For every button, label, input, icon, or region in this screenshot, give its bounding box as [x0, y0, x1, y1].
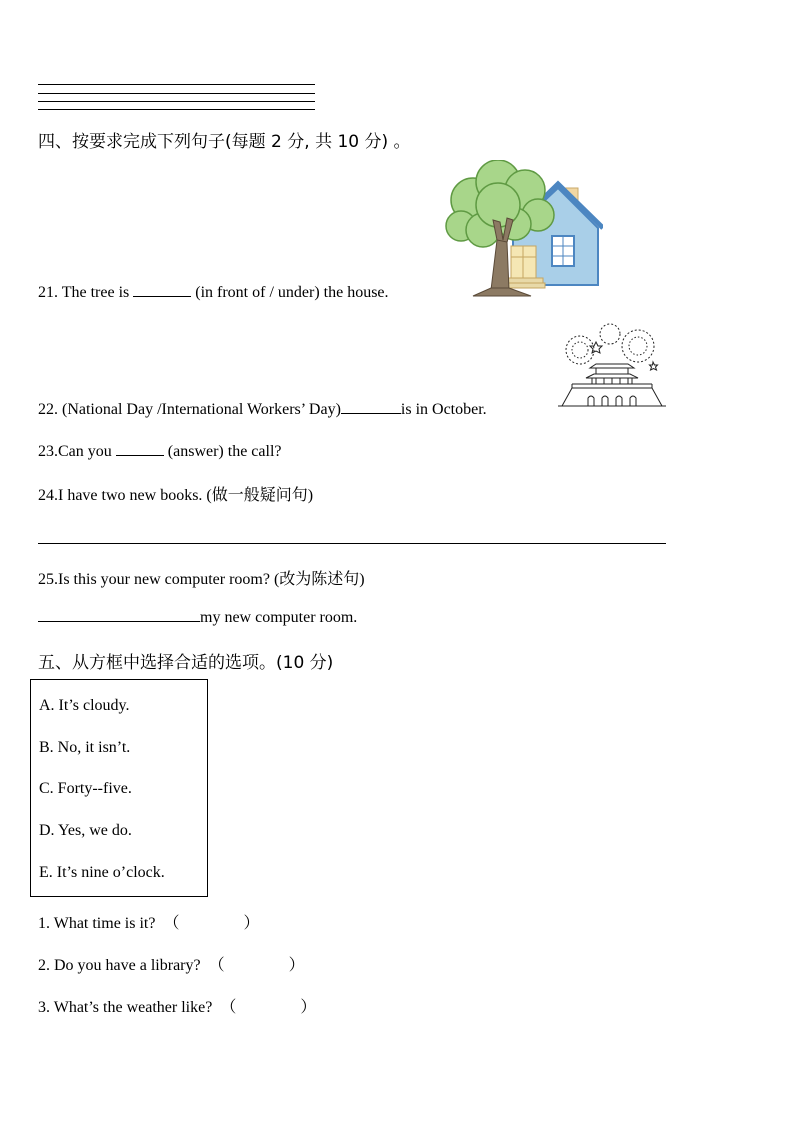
matching-question-3: 3. What’s the weather like? （ ）	[38, 999, 317, 1016]
question-number: 24	[38, 487, 54, 504]
option-d: D. Yes, we do.	[39, 822, 132, 839]
answer-blank[interactable]	[38, 607, 200, 622]
question-25-answer: my new computer room.	[38, 607, 357, 627]
answer-line[interactable]	[38, 543, 666, 544]
question-22: 22. (National Day /International Workers’ Day) is in October.	[38, 401, 487, 418]
writing-line	[38, 109, 315, 110]
answer-paren[interactable]: （ ）	[163, 915, 260, 932]
options-box	[30, 679, 208, 897]
section-4-heading: 四、按要求完成下列句子(每题 2 分, 共 10 分) 。	[38, 132, 411, 152]
section-5-heading: 五、从方框中选择合适的选项。(10 分)	[38, 653, 334, 673]
writing-line	[38, 93, 315, 94]
answer-blank[interactable]	[133, 282, 191, 297]
answer-paren[interactable]: （ ）	[220, 999, 317, 1016]
question-21: 21. The tree is (in front of / under) the house.	[38, 284, 389, 301]
matching-question-1: 1. What time is it? （ ）	[38, 915, 260, 932]
house-tree-image	[443, 160, 603, 300]
tiananmen-fireworks-image	[558, 322, 666, 410]
matching-question-2: 2. Do you have a library? （ ）	[38, 957, 305, 974]
question-number: 21	[38, 284, 54, 301]
option-b: B. No, it isn’t.	[39, 739, 131, 756]
answer-blank[interactable]	[341, 399, 401, 414]
option-a: A. It’s cloudy.	[39, 697, 130, 714]
option-e: E. It’s nine o’clock.	[39, 864, 165, 881]
question-23: 23.Can you (answer) the call?	[38, 443, 282, 460]
answer-paren[interactable]: （ ）	[208, 957, 305, 974]
question-25: 25.Is this your new computer room? (改为陈述句)	[38, 571, 365, 588]
writing-line	[38, 84, 315, 85]
question-number: 25	[38, 571, 54, 588]
writing-line	[38, 101, 315, 102]
question-24: 24.I have two new books. (做一般疑问句)	[38, 487, 314, 504]
question-number: 22	[38, 401, 54, 418]
question-number: 23	[38, 443, 54, 460]
answer-blank[interactable]	[116, 441, 164, 456]
option-c: C. Forty--five.	[39, 780, 132, 797]
